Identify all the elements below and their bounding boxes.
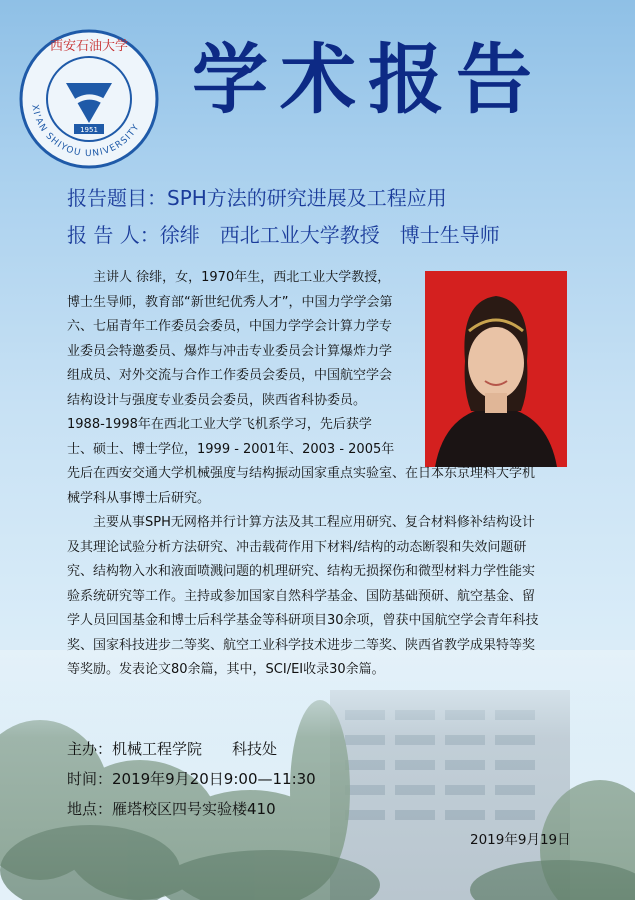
bio-line: 组成员、对外交流与合作工作委员会委员，中国航空学会 [67,368,393,383]
speaker-line [67,223,500,247]
bio-line: 1988-1998年在西北工业大学飞机系学习，先后获学 [67,417,372,432]
bio-line: 验系统研究等工作。主持或参加国家自然科学基金、国防基础预研、航空基金、留 [67,588,536,604]
bio-line: 学人员回国基金和博士后科学基金等科研项目30余项，曾获中国航空学会青年科技 [67,613,539,628]
logo-top-text: 西安石油大学 [49,39,129,54]
bio-line: 先后在西安交通大学机械强度与结构振动国家重点实验室、在日本东京理科大学机 [67,466,536,481]
bio-line: 博士生导师，教育部“新世纪优秀人才”，中国力学学会第 [67,294,393,310]
bio-line: 主讲人 徐绯，女，1970年生，西北工业大学教授， [93,270,391,285]
bio-line: 及其理论试验分析方法研究、冲击载荷作用下材料/结构的动态断裂和失效问题研 [67,539,527,555]
speaker-text: 徐绯 西北工业大学教授 博士生导师 [159,223,500,247]
time-info: 时间：2019年9月20日9:00—11:30 [67,770,316,788]
logo-ring-text: XI'AN SHIYOU UNIVERSITY [29,103,142,160]
place-info: 地点：雁塔校区四号实验楼410 [67,800,276,818]
speaker-bio [67,266,587,683]
bio-line: 究、结构物入水和液面喷溅问题的机理研究、结构无损探伤和微型材料力学性能实 [67,564,536,579]
poster-title: 学术报告 [192,35,544,124]
host-info: 主办：机械工程学院 科技处 [67,740,278,758]
bio-line: 奖、国家科技进步二等奖、航空工业科学技术进步二等奖、陕西省教学成果特等奖 [67,637,536,653]
university-logo [18,28,160,170]
logo-year: 1951 [80,126,98,134]
topic-line [67,186,447,210]
bio-line: 械学科从事博士后研究。 [67,490,211,506]
bio-line: 等奖励。发表论文80余篇，其中，SCI/EI收录30余篇。 [67,662,385,677]
speaker-label: 报 告 人： [67,223,160,247]
bio-line: 六、七届青年工作委员会委员，中国力学学会计算力学专 [67,319,393,334]
bio-line: 士、硕士、博士学位，1999 - 2001年、2003 - 2005年 [67,441,395,457]
bio-line: 结构设计与强度专业委员会委员，陕西省科协委员。 [67,392,367,408]
bio-line: 主要从事SPH无网格并行计算方法及其工程应用研究、复合材料修补结构设计 [93,515,535,530]
topic-label: 报告题目： [67,186,167,210]
issue-date: 2019年9月19日 [470,832,571,848]
topic-text: SPH方法的研究进展及工程应用 [167,186,447,210]
bio-line: 业委员会特邀委员、爆炸与冲击专业委员会计算爆炸力学 [67,343,393,359]
